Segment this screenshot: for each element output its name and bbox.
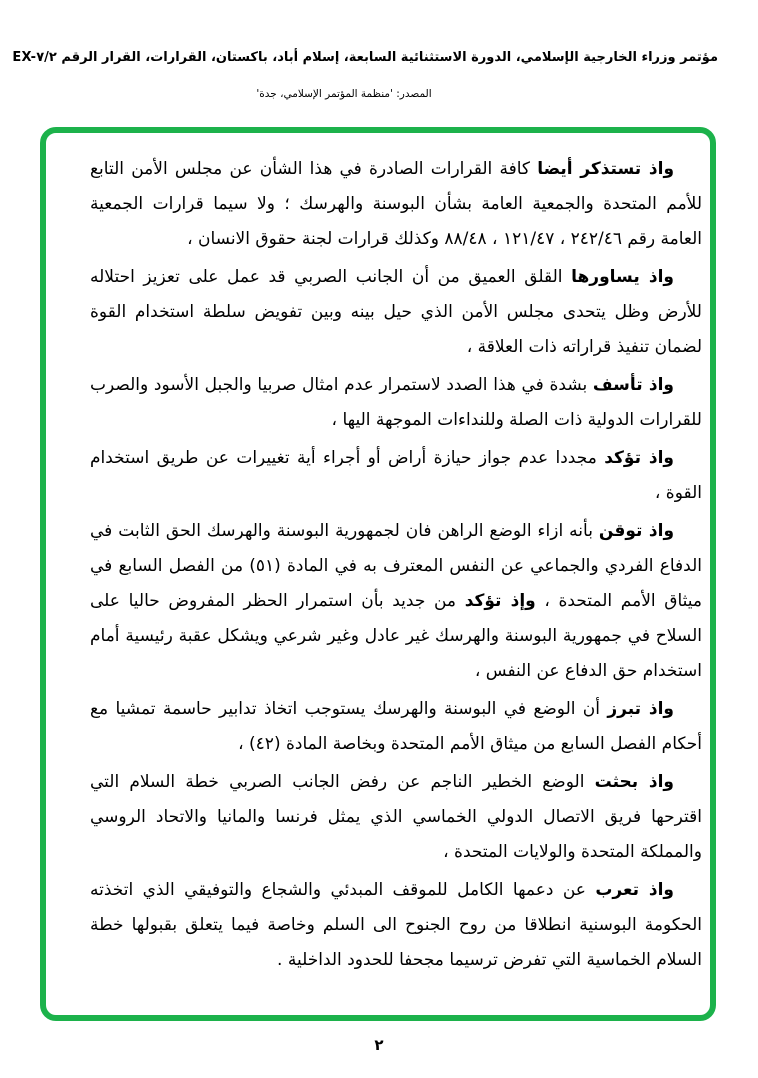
paragraph-text: مجددا عدم جواز حيازة أراض أو أجراء أية تغييرات عن طريق استخدام القوة ،: [90, 448, 702, 503]
paragraph-lead-phrase: واذ يساورها: [571, 267, 674, 287]
paragraph-lead-phrase: واذ تعرب: [595, 880, 674, 900]
paragraph: [90, 514, 702, 689]
paragraph-text: بشدة في هذا الصدد لاستمرار عدم امثال صربيا والجبل الأسود والصرب للقرارات الدولية ذات الصلة وللنداءات الموجهة اليها ،: [90, 375, 702, 430]
document-body: [90, 152, 702, 981]
resolution-reference: EX-٧/٢: [12, 50, 57, 65]
paragraph-lead-phrase: وإذ تؤكد: [464, 591, 536, 611]
document-header-line: [12, 50, 718, 65]
paragraph: [90, 692, 702, 762]
paragraph-lead-phrase: واذ تبرز: [607, 699, 674, 719]
paragraph-text: عن دعمها الكامل للموقف المبدئي والشجاع والتوفيقي الذي اتخذته الحكومة البوسنية انطلاقا من روح الجنوح الى السلم وخاصة فيما يتعلق بقبولها خطة السلام الخماسية التي تفرض ترسيما مجحفا للحدود الداخلية .: [90, 880, 702, 970]
paragraph: [90, 260, 702, 365]
paragraph-text: بأنه ازاء الوضع الراهن فان لجمهورية البوسنة والهرسك الحق الثابت في الدفاع الفردي والجماعي عن النفس المعترف به في المادة (٥١) من الفصل السابع في ميثاق الأمم المتحدة ،: [90, 521, 703, 611]
paragraph: [90, 152, 702, 257]
paragraph: [90, 368, 702, 438]
paragraph-text: من جديد بأن استمرار الحظر المفروض حاليا على السلاح في جمهورية البوسنة والهرسك غير عادل وغير شرعي ويشكل عقبة رئيسية أمام استخدام حق الدفاع عن النفس ،: [90, 591, 702, 681]
paragraph: [90, 765, 702, 870]
paragraph: [90, 441, 702, 511]
paragraph-text: أن الوضع في البوسنة والهرسك يستوجب اتخاذ تدابير حاسمة تمشيا مع أحكام الفصل السابع من ميثاق الأمم المتحدة وبخاصة المادة (٤٢) ،: [90, 699, 702, 754]
paragraph-text: الوضع الخطير الناجم عن رفض الجانب الصربي خطة السلام التي اقترحها فريق الاتصال الدولي الخماسي الذي يمثل فرنسا والمانيا والاتحاد الروسي والمملكة المتحدة والولايات المتحدة ،: [90, 772, 702, 862]
paragraph-lead-phrase: واذ تأسف: [592, 375, 674, 395]
document-source-line: المصدر: 'منظمة المؤتمر الإسلامي، جدة': [256, 88, 432, 100]
paragraph-lead-phrase: واذ تؤكد: [604, 448, 674, 468]
page-number: ٢: [374, 1036, 384, 1054]
header-title-text: مؤتمر وزراء الخارجية الإسلامي، الدورة الاستثنائية السابعة، إسلام أباد، باكستان، القرارات، القرار الرقم: [56, 50, 718, 65]
paragraph-lead-phrase: واذ توقن: [598, 521, 675, 541]
paragraph: [90, 873, 702, 978]
paragraph-text: كافة القرارات الصادرة في هذا الشأن عن مجلس الأمن التابع للأمم المتحدة والجمعية العامة بشأن البوسنة والهرسك ؛ ولا سيما قرارات الجمعية العامة رقم ٢٤٢/٤٦ ، ١٢١/٤٧ ، ٨٨/٤٨ وكذلك قرارات لجنة حقوق الانسان ،: [90, 159, 702, 249]
paragraph-text: القلق العميق من أن الجانب الصربي قد عمل على تعزيز احتلاله للأرض وظل يتحدى مجلس الأمن الذي حيل بينه وبين تفويض سلطة استخدام القوة لضمان تنفيذ قراراته ذات العلاقة ،: [90, 267, 702, 357]
paragraph-lead-phrase: واذ تستذكر أيضا: [537, 159, 675, 179]
paragraph-lead-phrase: واذ بحثت: [594, 772, 675, 792]
